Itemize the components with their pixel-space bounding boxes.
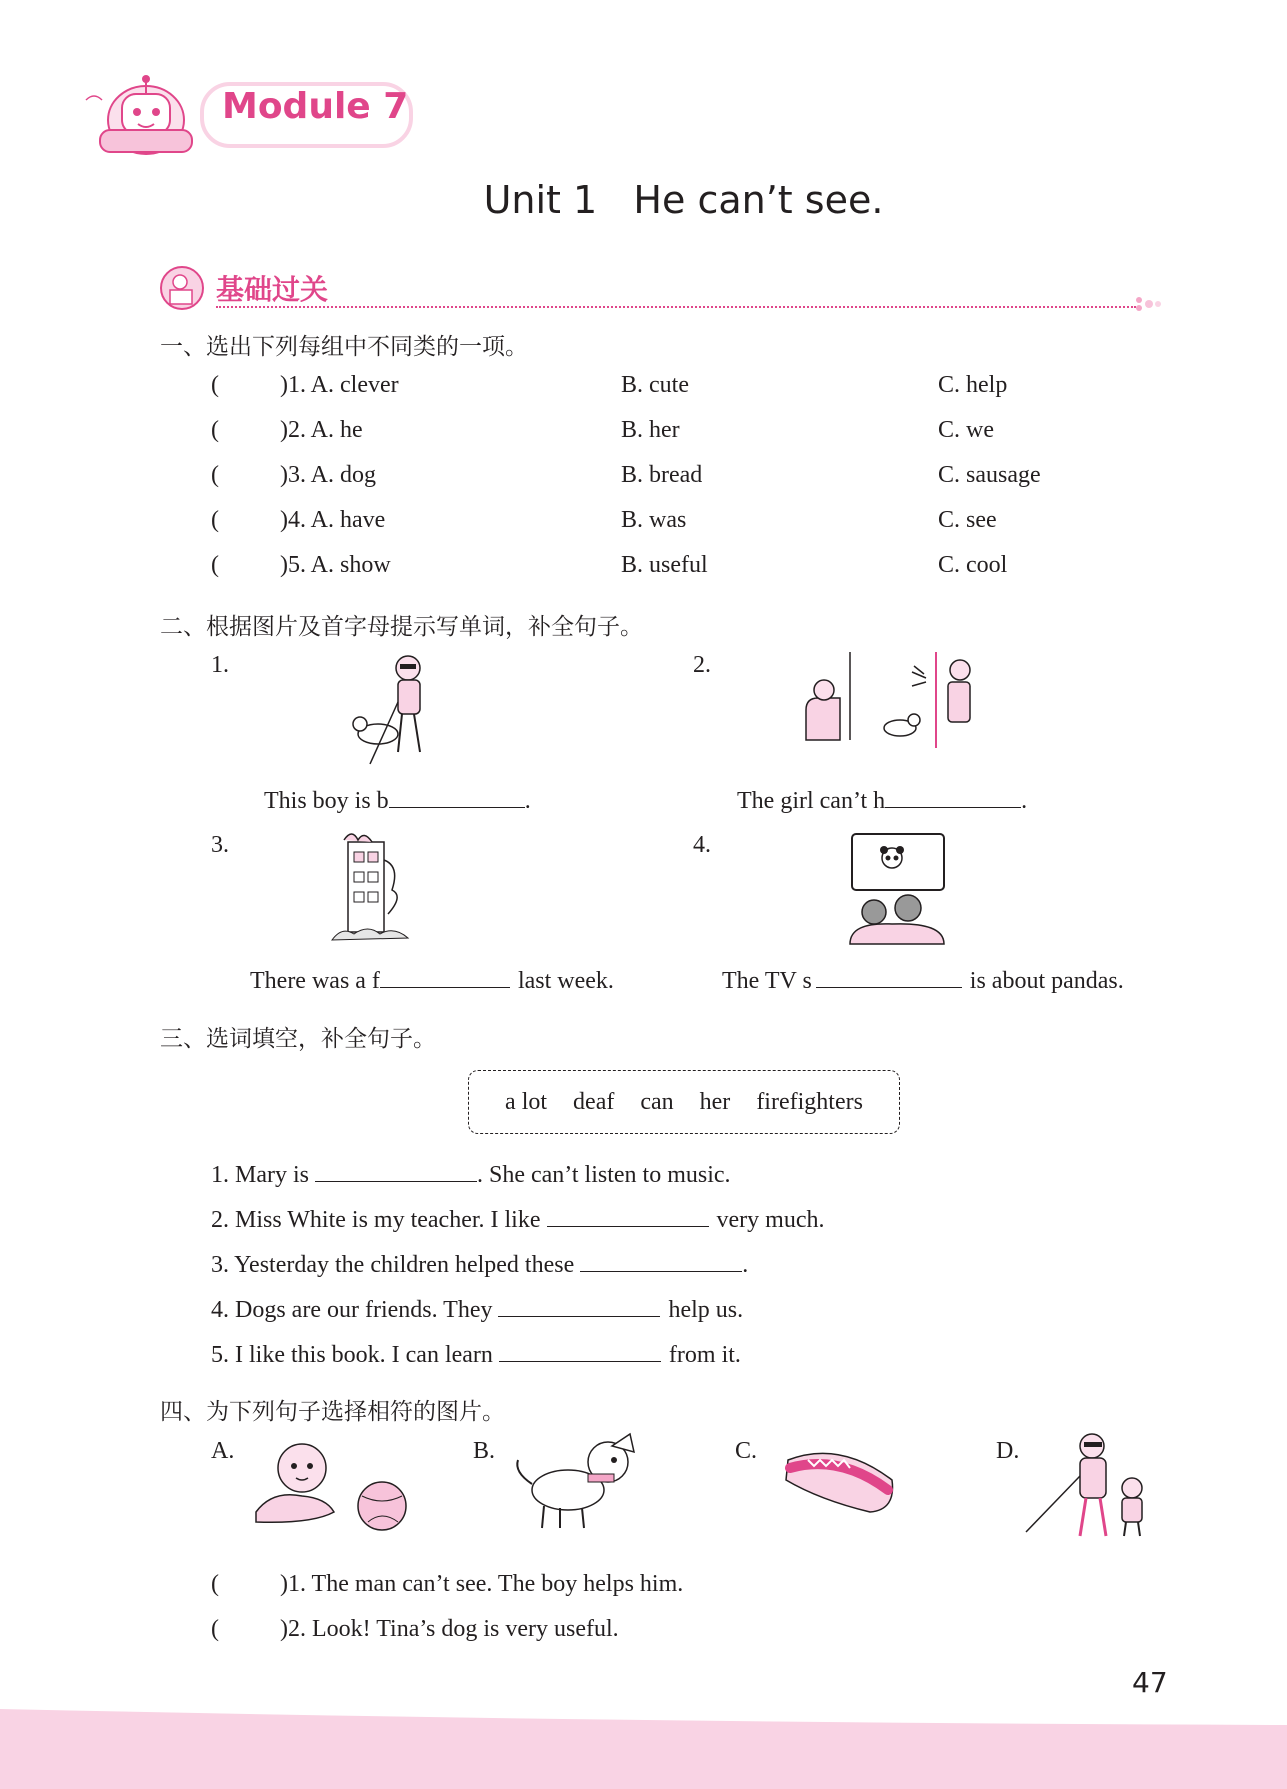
picture-label: C. — [735, 1438, 758, 1464]
module-header — [80, 70, 430, 160]
answer-blank[interactable] — [885, 785, 1021, 808]
option-b: B. was — [621, 507, 687, 533]
blind-man-with-boy-icon — [1022, 1432, 1162, 1542]
robot-mascot-icon — [80, 70, 210, 160]
answer-paren[interactable]: ( — [211, 417, 219, 443]
part2-heading: 二、根据图片及首字母提示写单词，补全句子。 — [160, 614, 643, 640]
part1-heading: 一、选出下列每组中不同类的一项。 — [160, 334, 528, 360]
option-a: )4. A. have — [280, 507, 386, 533]
module-label: Module 7 — [222, 86, 409, 127]
baby-with-ball-icon — [242, 1432, 412, 1532]
answer-blank[interactable] — [498, 1294, 660, 1317]
answer-blank[interactable] — [389, 785, 525, 808]
option-a: )1. A. clever — [280, 372, 399, 398]
option-a: )3. A. dog — [280, 462, 376, 488]
picture-number: 3. — [211, 832, 229, 858]
option-c: C. help — [938, 372, 1008, 398]
word-bank-item: can — [640, 1088, 674, 1115]
section-banner-label: 基础过关 — [216, 273, 329, 306]
picture-label: A. — [211, 1438, 235, 1464]
answer-blank[interactable] — [499, 1339, 661, 1362]
dog-icon — [508, 1432, 648, 1532]
answer-paren[interactable]: ( — [211, 552, 219, 578]
match-sentence: )1. The man can’t see. The boy helps him. — [280, 1571, 684, 1597]
answer-blank[interactable] — [315, 1159, 477, 1182]
option-b: B. her — [621, 417, 680, 443]
dots-ornament-icon — [1133, 294, 1163, 314]
answer-paren[interactable]: ( — [211, 462, 219, 488]
building-fire-icon — [328, 830, 418, 945]
fill-sentence: 1. Mary is . She can’t listen to music. — [211, 1159, 731, 1189]
option-b: B. cute — [621, 372, 689, 398]
picture-number: 2. — [693, 652, 711, 678]
fill-sentence: 3. Yesterday the children helped these . — [211, 1249, 748, 1279]
picture-label: D. — [996, 1438, 1020, 1464]
unit-title: Unit 1 He can’t see. — [483, 178, 884, 222]
book-girl-icon — [158, 264, 206, 312]
fill-sentence: 2. Miss White is my teacher. I like very much. — [211, 1204, 824, 1234]
part3-heading: 三、选词填空，补全句子。 — [160, 1026, 436, 1052]
answer-blank[interactable] — [380, 965, 510, 988]
fill-sentence: This boy is b . — [264, 785, 531, 815]
option-c: C. sausage — [938, 462, 1041, 488]
fill-sentence: 5. I like this book. I can learn from it. — [211, 1339, 741, 1369]
part4-heading: 四、为下列句子选择相符的图片。 — [160, 1399, 505, 1425]
tv-show-pandas-icon — [848, 830, 958, 945]
option-c: C. we — [938, 417, 994, 443]
option-c: C. see — [938, 507, 997, 533]
fill-sentence: The girl can’t h . — [737, 785, 1027, 815]
option-b: B. bread — [621, 462, 703, 488]
word-bank-item: her — [699, 1088, 731, 1115]
answer-paren[interactable]: ( — [211, 1616, 219, 1642]
fill-sentence: There was a f last week. — [250, 965, 614, 995]
picture-number: 1. — [211, 652, 229, 678]
girl-cant-hear-icon — [800, 650, 980, 750]
answer-blank[interactable] — [816, 965, 962, 988]
hotdog-icon — [780, 1440, 900, 1530]
word-bank-item: firefighters — [756, 1088, 863, 1115]
picture-number: 4. — [693, 832, 711, 858]
blind-boy-with-dog-icon — [350, 652, 440, 767]
answer-blank[interactable] — [580, 1249, 742, 1272]
option-c: C. cool — [938, 552, 1008, 578]
answer-paren[interactable]: ( — [211, 507, 219, 533]
picture-label: B. — [473, 1438, 496, 1464]
section-banner — [158, 264, 1158, 314]
answer-paren[interactable]: ( — [211, 1571, 219, 1597]
match-sentence: )2. Look! Tina’s dog is very useful. — [280, 1616, 619, 1642]
option-a: )5. A. show — [280, 552, 391, 578]
option-b: B. useful — [621, 552, 708, 578]
word-bank-item: a lot — [505, 1088, 548, 1115]
answer-paren[interactable]: ( — [211, 372, 219, 398]
fill-sentence: 4. Dogs are our friends. They help us. — [211, 1294, 743, 1324]
page-number: 47 — [1132, 1666, 1168, 1699]
word-bank — [468, 1070, 900, 1134]
option-a: )2. A. he — [280, 417, 363, 443]
footer-band — [0, 1709, 1287, 1789]
word-bank-item: deaf — [573, 1088, 615, 1115]
fill-sentence: The TV s is about pandas. — [722, 965, 1124, 995]
section-banner-dotted-line — [216, 306, 1136, 308]
answer-blank[interactable] — [547, 1204, 709, 1227]
